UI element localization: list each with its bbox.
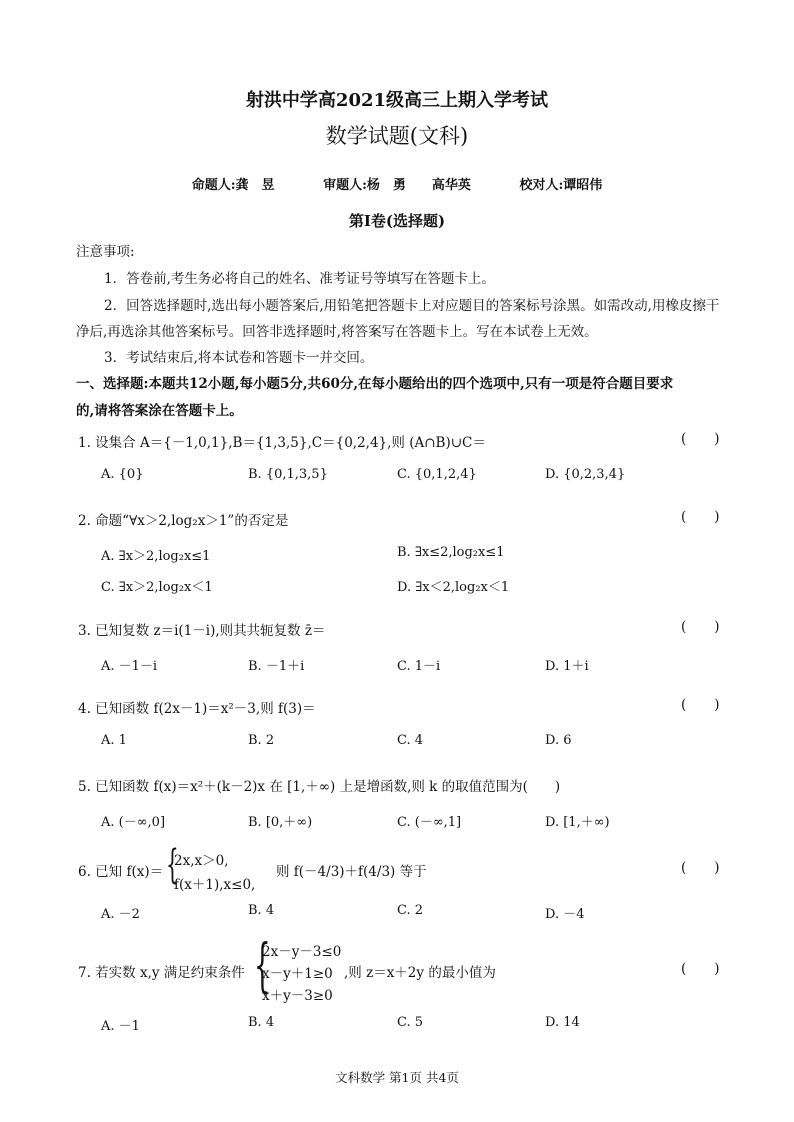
option-c: C. 2 (397, 903, 424, 918)
question-stem: ,则 z＝x＋2y 的最小值为 (344, 965, 496, 981)
question-stem: 则 f(－4/3)＋f(4/3) 等于 (276, 864, 427, 880)
answer-paren: () (681, 509, 748, 525)
case-brace: { (166, 842, 179, 888)
notes-heading: 注意事项: (76, 244, 135, 260)
question-stem: 4. 已知函数 f(2x－1)＝x²－3,则 f(3)＝ (78, 701, 316, 717)
option-a: A. －1 (101, 1019, 140, 1034)
staff-line (0, 174, 794, 193)
case-line: 2x,x＞0, (174, 853, 229, 869)
option-d: D. －4 (545, 907, 585, 922)
option-a: A. 1 (101, 733, 127, 748)
option-b: B. [0,＋∞) (248, 815, 313, 830)
part-instruction: 一、选择题:本题共12小题,每小题5分,共60分,在每小题给出的四个选项中,只有一项是符合题目要求 (76, 376, 674, 392)
option-a: A. {0} (101, 467, 144, 482)
page-footer: 文科数学 第1页 共4页 (335, 1070, 459, 1085)
option-d: D. {0,2,3,4} (545, 467, 626, 482)
question-stem: 6. 已知 f(x)＝ (78, 864, 164, 880)
note-item: 3．考试结束后,将本试卷和答题卡一并交回。 (104, 350, 374, 366)
option-b: B. －1＋i (248, 659, 305, 674)
answer-paren: () (681, 697, 748, 713)
case-line: 2x－y－3≤0 (262, 944, 342, 960)
answer-paren: () (681, 860, 748, 876)
option-c: C. ∃x＞2,log₂x＜1 (101, 580, 213, 595)
answer-paren: () (681, 619, 748, 635)
question-stem: 1. 设集合 A＝{－1,0,1},B＝{1,3,5},C＝{0,2,4},则 (A∩B)∪C＝ (78, 435, 486, 451)
option-d: D. 14 (545, 1015, 580, 1030)
exam-title: 射洪中学高2021级高三上期入学考试 (245, 90, 549, 111)
option-c: C. 4 (397, 733, 424, 748)
option-a: A. ∃x＞2,log₂x≤1 (101, 549, 211, 564)
option-b: B. 2 (248, 733, 275, 748)
part-instruction: 的,请将答案涂在答题卡上。 (76, 403, 243, 419)
question-stem: 5. 已知函数 f(x)＝x²＋(k－2)x 在 [1,＋∞) 上是增函数,则 k 的取值范围为( ) (78, 779, 561, 795)
answer-paren: () (681, 431, 748, 447)
option-b: B. ∃x≤2,log₂x≤1 (397, 545, 505, 560)
option-d: D. 6 (545, 733, 572, 748)
staff-reviewer: 审题人:杨 勇 高华英 (323, 178, 471, 193)
case-line: x＋y－3≥0 (262, 988, 333, 1004)
note-item: 1．答卷前,考生务必将自己的姓名、准考证号等填写在答题卡上。 (104, 271, 495, 287)
option-d: D. 1＋i (545, 659, 589, 674)
case-line: x－y＋1≥0 (262, 966, 333, 982)
option-a: A. －2 (101, 907, 140, 922)
option-b: B. {0,1,3,5} (248, 467, 328, 482)
note-item: 2．回答选择题时,选出每小题答案后,用铅笔把答题卡上对应题目的答案标号涂黑。如需改动,用橡皮擦干 (104, 298, 720, 314)
exam-subtitle: 数学试题(文科) (325, 124, 469, 148)
answer-paren: () (681, 961, 748, 977)
question-stem: 2. 命题“∀x＞2,log₂x＞1”的否定是 (78, 513, 289, 529)
note-item: 净后,再选涂其他答案标号。回答非选择题时,将答案写在答题卡上。写在本试卷上无效。 (76, 324, 598, 340)
option-d: D. ∃x＜2,log₂x＜1 (397, 580, 510, 595)
question-stem: 3. 已知复数 z＝i(1－i),则其共轭复数 z̄＝ (78, 623, 326, 639)
staff-setter: 命题人:龚 昱 (191, 178, 275, 193)
option-c: C. 5 (397, 1015, 424, 1030)
option-a: A. －1－i (101, 659, 158, 674)
option-d: D. [1,＋∞) (545, 815, 610, 830)
option-c: C. {0,1,2,4} (397, 467, 477, 482)
option-a: A. (－∞,0] (101, 815, 166, 830)
section-title: 第Ⅰ卷(选择题) (348, 212, 446, 230)
staff-proofreader: 校对人:谭昭伟 (519, 178, 603, 193)
question-stem: 7. 若实数 x,y 满足约束条件 (78, 965, 245, 981)
case-line: f(x＋1),x≤0, (174, 877, 256, 893)
option-b: B. 4 (248, 1015, 275, 1030)
option-b: B. 4 (248, 903, 275, 918)
option-c: C. (－∞,1] (397, 815, 462, 830)
option-c: C. 1－i (397, 659, 441, 674)
case-brace: { (254, 931, 271, 999)
